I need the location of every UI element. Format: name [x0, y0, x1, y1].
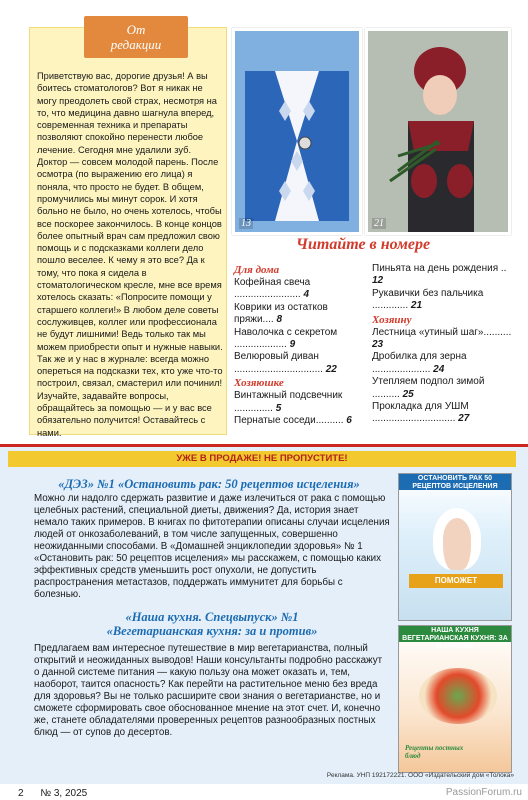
- toc-item: [372, 351, 512, 376]
- toc-right-column: [372, 263, 512, 426]
- toc-item-page: 27: [458, 413, 470, 425]
- editor-heading-line2: редакции: [110, 37, 162, 52]
- toc-item-page: 22: [325, 363, 337, 375]
- toc-item-page: 8: [276, 314, 283, 326]
- promo-banner: УЖЕ В ПРОДАЖЕ! НЕ ПРОПУСТИТЕ!: [8, 451, 516, 467]
- toc-item-label: Прокладка для УШМ ..............................: [372, 401, 469, 425]
- promo-title-1: «ДЭЗ» №1 «Остановить рак: 50 рецептов исцеления»: [58, 477, 360, 491]
- cover-food-image: [419, 668, 497, 724]
- toc-item: [372, 263, 512, 288]
- toc-item-label: Лестница «утиный шаг»..........: [372, 326, 512, 338]
- toc-item: [234, 327, 354, 352]
- promo-title-2-line1: «Наша кухня. Спецвыпуск» №1: [125, 610, 299, 624]
- toc-item: [372, 376, 512, 401]
- photo-number: 21: [374, 218, 384, 229]
- toc-section-heading: Для дома: [234, 264, 280, 276]
- woman-illustration: [368, 31, 508, 232]
- promo-text-2: Предлагаем вам интересное путешествие в мир вегетарианства, полный открытий и неожиданных выводов! Наши консультанты подробно расскажут о данной системе питания — какую пользу она может оказать и, тем, наоборот, таится опасность? Как перейти на растительное меню без вреда для здоровья? Вы не только расширите свои знания о вегетарианстве, но и сможете сформировать свое обоснованное мнение на этот счет. И, конечно же, станете обладателями проверенных рецептов разнообразных постных блюд — от супов до десертов.: [34, 643, 383, 738]
- toc-item-page: 25: [402, 388, 414, 400]
- promo-title-2: [62, 610, 362, 638]
- toc-item-page: 21: [410, 300, 423, 312]
- toc-section-heading: Хозяину: [372, 313, 412, 326]
- toc-item-label: Винтажный подсвечник ..............: [234, 390, 343, 414]
- photo-vest-box: [232, 28, 362, 235]
- toc-item-label: Рукавички без пальчика .............: [372, 287, 484, 312]
- toc-left-column: [234, 263, 354, 427]
- magazine-cover-kitchen: [398, 625, 512, 773]
- editor-heading-line1: От: [126, 22, 146, 37]
- toc-item: [234, 390, 354, 415]
- promo-section: [0, 444, 528, 784]
- cover-kitchen-header: НАША КУХНЯ ВЕГЕТАРИАНСКАЯ КУХНЯ: ЗА И ПРОТИВ: [399, 626, 511, 642]
- toc-item-label: Велюровый диван ................................: [234, 351, 323, 375]
- toc-item-label: Пиньята на день рождения ..: [372, 263, 507, 274]
- toc-item-label: Утепляем подпол зимой ..........: [372, 376, 485, 400]
- toc-item-page: 23: [372, 339, 384, 351]
- editor-text: Приветствую вас, дорогие друзья! А вы боитесь стоматологов? Вот я никак не могу преодолеть свой страх, несмотря на то, что медицина давно шагнула вперед, современная техника и препараты позволяют спокойно перенести любое лечение. Сегодня мне удалили зуб. Доктор — совсем молодой парень. После осмотра (по выражению его лица) я поняла, что просто не будет. В общем, промучились мы минут сорок. И хотя больно не было, но очень хотелось, чтобы все поскорее закончилось. В конце концов более опытный врач сам предложил свою помощь и с подсказками коллеги дело пошло веселее. К чему я это все? Да к тому, что пока я сидела в стоматологическом кресле, мне все время хотелось сказать: «Попросите помощи у старшего коллеги!» В любом деле советы сослуживцев, коллег или профессионала не будут лишними! Ведь только так мы можем приобрести опыт и нужные навыки. Так же и у нас в журнале: всегда можно опереться на подсказки тех, кто уже что-то построил, связал, смастерил или починил! Изучайте, задавайте вопросы, обращайтесь за помощью — и у вас все обязательно получится! Оставайтесь с нами.: [37, 71, 223, 438]
- editor-letter: [29, 22, 227, 438]
- toc-item-label: Коврики из остатков пряжи....: [234, 301, 328, 326]
- toc-item: [234, 351, 354, 376]
- toc-item: [372, 288, 512, 313]
- editor-heading: [84, 16, 188, 58]
- toc-title: Читайте в номере: [296, 236, 431, 253]
- page-footer: [18, 788, 87, 799]
- toc-item-page: 5: [275, 402, 282, 414]
- toc-item-label: Пернатые соседи..........: [234, 415, 344, 427]
- toc-section-heading: Хозяюшке: [234, 377, 284, 390]
- toc-item-page: 24: [433, 363, 445, 375]
- photo-woman-mittens: [365, 28, 511, 235]
- toc-item-page: 6: [346, 415, 352, 427]
- cover-kitchen-caption: Рецепты постных блюд: [405, 744, 464, 760]
- page-number: 2: [18, 788, 24, 799]
- toc-item: [234, 277, 354, 302]
- ad-disclaimer: Реклама. УНП 192172221. ООО «Издательский дом «Толока»: [326, 772, 514, 779]
- issue-number: № 3, 2025: [40, 788, 88, 799]
- cover-woman-image: [433, 508, 481, 570]
- toc-item: [372, 401, 512, 426]
- toc-item-label: Кофейная свеча ........................: [234, 277, 311, 301]
- toc-item-page: 4: [303, 289, 310, 301]
- cover-health-header: ОСТАНОВИТЬ РАК 50 РЕЦЕПТОВ ИСЦЕЛЕНИЯ: [399, 474, 511, 490]
- vest-illustration: [235, 31, 359, 232]
- promo-text-1: Можно ли надолго сдержать развитие и даже излечиться от рака с помощью целебных растений, специальной диеты, движения? Да, история знает немало таких примеров. В книгах по фитотерапии описаны случаи исцеления людей от онкозаболеваний, в том числе запущенных, совершенно неожиданными способами. В «Домашней энциклопедии здоровья» № 1 «Остановить рак: 50 рецептов исцеления» мы расскажем, с помощью каких эффективных средств уменьшить рост опухоли, не допустить распространения метастазов, поддержать иммунитет для борьбы с болезнью.: [34, 493, 390, 600]
- toc-item-label: Наволочка с секретом ...................: [234, 326, 338, 351]
- photo-number: 13: [241, 218, 251, 229]
- toc-item-label: Дробилка для зерна .....................: [372, 351, 467, 375]
- watermark: PassionForum.ru: [445, 787, 522, 798]
- toc-item-page: 9: [289, 339, 296, 351]
- toc-item: [372, 327, 512, 352]
- promo-title-2-line2: «Вегетарианская кухня: за и против»: [106, 624, 318, 638]
- cover-health-band: ПОМОЖЕТ: [409, 574, 503, 588]
- toc-item: [234, 302, 354, 327]
- toc-item-page: 12: [372, 275, 384, 287]
- toc-item: [234, 415, 354, 427]
- magazine-cover-health: [398, 473, 512, 621]
